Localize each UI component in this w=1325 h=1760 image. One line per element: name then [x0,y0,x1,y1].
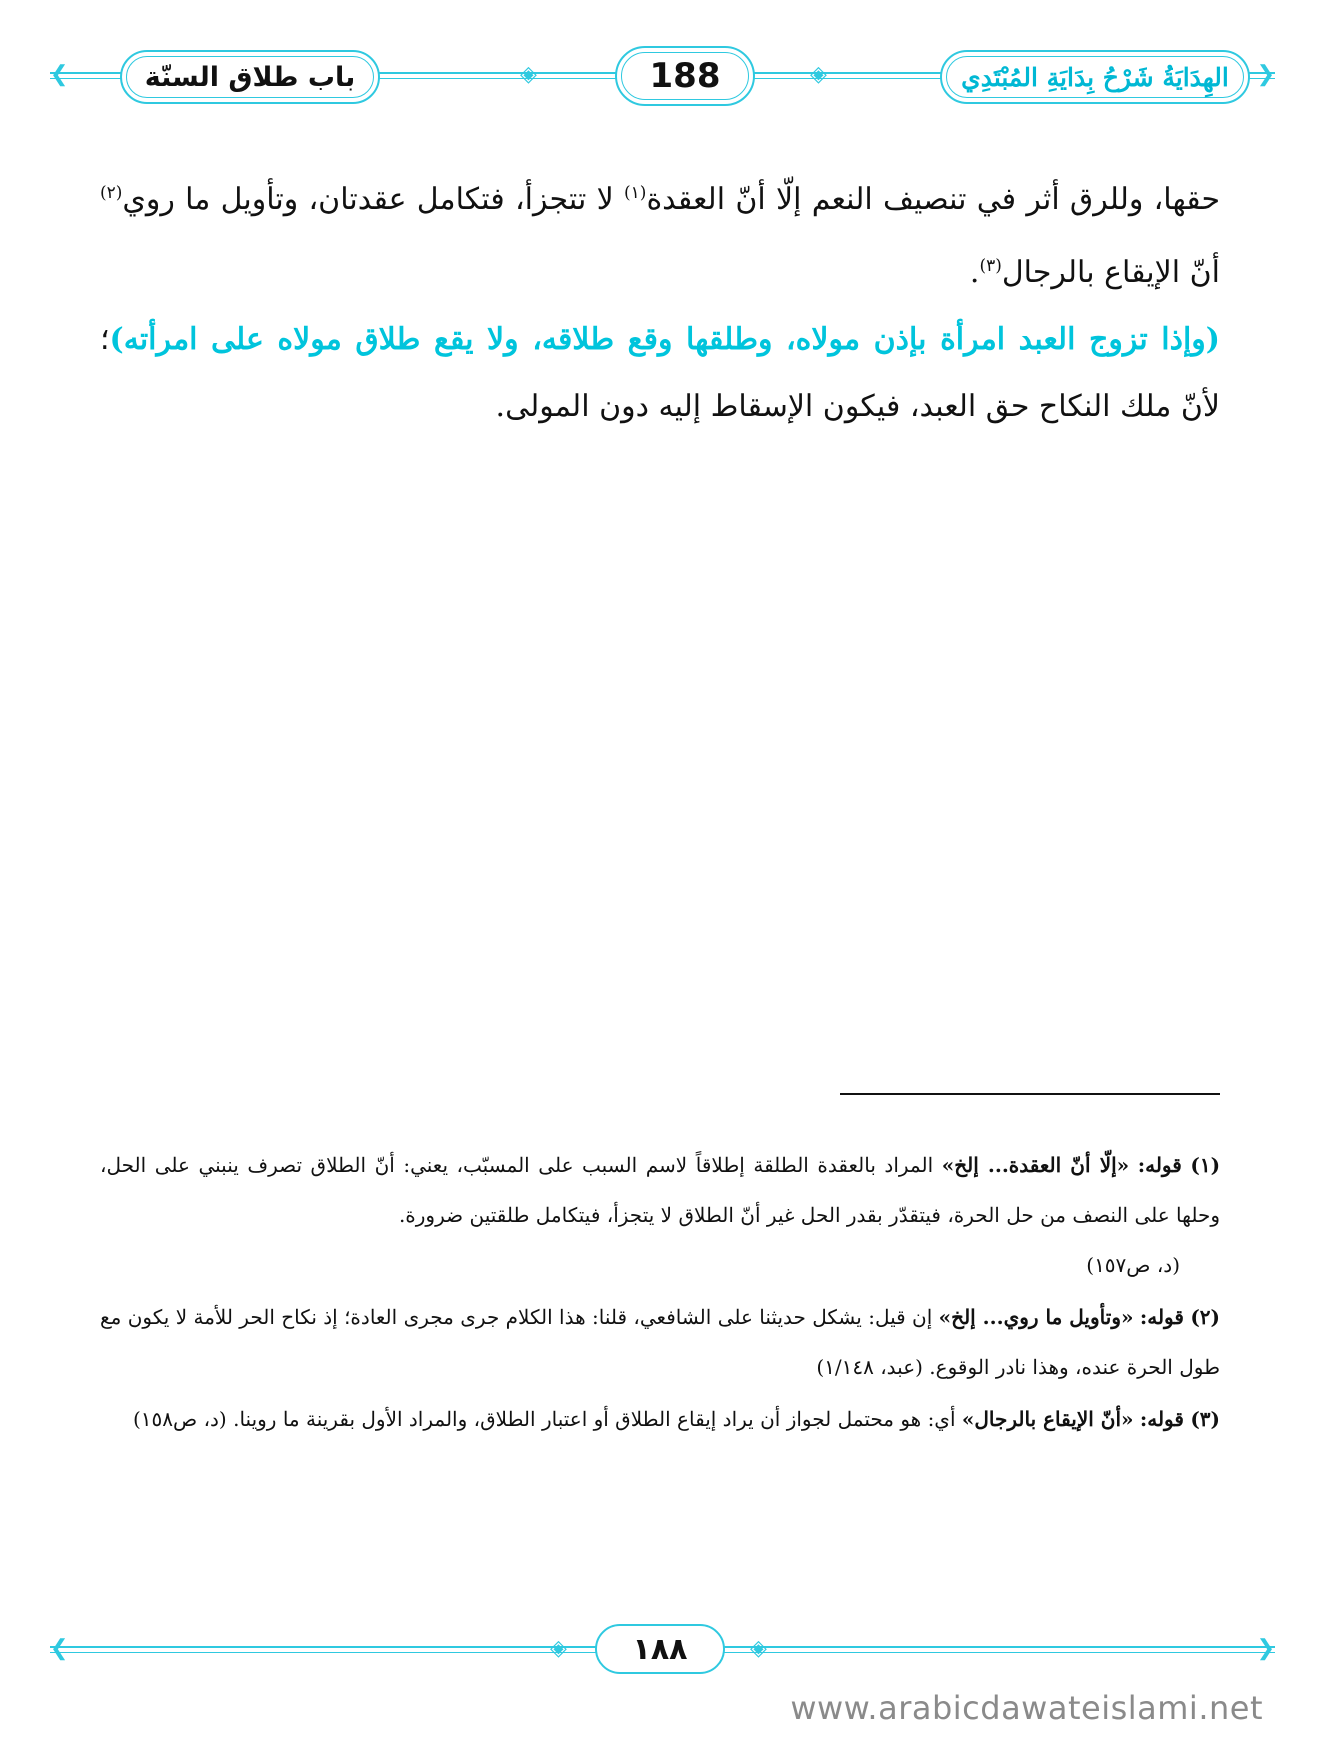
footer-ornament-right-icon: ❯ [1256,1636,1275,1661]
footer-ornament-mid-right-icon: ◈ [750,1636,767,1661]
footnote-ref-3[interactable]: (٣) [979,256,1002,276]
footer-ornament-mid-left-icon: ◈ [550,1636,567,1661]
footnote-2-number: (٢) [1190,1305,1221,1329]
ornament-left-icon: ❮ [50,62,69,87]
ornament-right-icon: ❯ [1256,62,1275,87]
paragraph-1 [100,160,1220,306]
p1-text: حقها، وللرق أثر في تنصيف النعم إلّا أنّ العقدة [646,182,1220,217]
footer-ornament-left-icon: ❮ [50,1636,69,1661]
chapter-title: باب طلاق السنّة [144,61,356,93]
book-title-badge [940,50,1250,104]
footnote-1-source: (د، ص١٥٧) [1086,1253,1180,1277]
footer-page-number-badge [595,1624,725,1674]
ornament-mid-right-icon: ◈ [810,62,827,87]
ornament-mid-left-icon: ◈ [520,62,537,87]
footnote-3-number: (٣) [1190,1407,1220,1431]
chapter-title-badge [120,50,380,104]
footnote-ref-1[interactable]: (١) [624,183,647,203]
page-number: 188 [649,56,721,96]
p1-text-3: أنّ الإيقاع بالرجال [1001,255,1220,290]
footnote-3-source: (د، ص١٥٨) [132,1407,227,1431]
footnote-2-label: قوله: [1139,1305,1184,1329]
footnote-1 [100,1140,1220,1290]
p2-rest: ؛ لأنّ ملك النكاح حق العبد، فيكون الإسقاط إليه دون المولى. [100,322,1220,424]
footnote-2-source: (عبد، ١/١٤٨) [816,1355,923,1379]
page-header [50,42,1275,112]
matn-quote: (وإذا تزوج العبد امرأة بإذن مولاه، وطلقها وقع طلاقه، ولا يقع طلاق مولاه على امرأته) [109,322,1220,357]
footnote-3-quote: «أنّ الإيقاع بالرجال» [961,1407,1134,1431]
footnote-separator [840,1093,1220,1095]
footnote-ref-2[interactable]: (٢) [100,183,123,203]
footer-page-number: ١٨٨ [632,1631,688,1667]
paragraph-2 [100,306,1220,440]
website-watermark[interactable]: www.arabicdawateislami.net [790,1689,1263,1727]
footnote-2 [100,1292,1220,1392]
p1-text-2: لا تتجزأ، فتكامل عقدتان، وتأويل ما روي [122,182,625,217]
p1-end: . [969,255,980,290]
footnote-2-text: إن قيل: يشكل حديثنا على الشافعي، قلنا: هذا الكلام جرى مجرى العادة؛ إذ نكاح الحر للأمة لا يكون مع طول الحرة عنده، وهذا نادر الوقوع. [100,1305,1220,1379]
footnotes [100,1140,1220,1446]
footnote-1-label: قوله: [1137,1153,1182,1177]
footnote-1-quote: «إلّا أنّ العقدة... إلخ» [941,1153,1130,1177]
page-footer [50,1620,1275,1690]
footnote-1-text: المراد بالعقدة الطلقة إطلاقاً لاسم السبب على المسبّب، يعني: أنّ الطلاق تصرف ينبني على الحل، وحلها على النصف من حل الحرة، فيتقدّر بقدر الحل غير أنّ الطلاق لا يتجزأ، فيتكامل طلقتين ضرورة. [100,1153,1220,1227]
main-text [100,160,1220,440]
footnote-3-label: قوله: [1139,1407,1184,1431]
footnote-1-number: (١) [1190,1153,1221,1177]
footnote-1-source-line [100,1240,1220,1290]
footnote-3-text: أي: هو محتمل لجواز أن يراد إيقاع الطلاق أو اعتبار الطلاق، والمراد الأول بقرينة ما روينا. [233,1407,962,1431]
footnote-3 [100,1394,1220,1444]
book-title: الهِدَايَةُ شَرْحُ بِدَايَةِ المُبْتَدِي [961,62,1229,92]
page-number-badge [615,46,755,106]
footnote-2-quote: «وتأويل ما روي... إلخ» [938,1305,1134,1329]
